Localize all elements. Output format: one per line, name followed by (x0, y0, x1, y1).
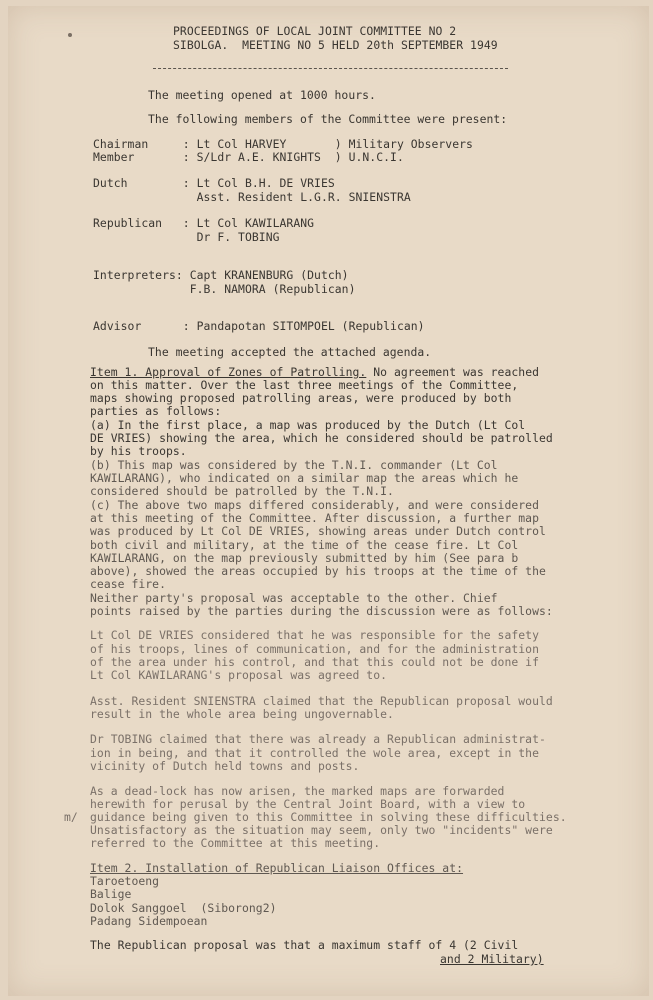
item1-line-6: by his troops. (90, 444, 187, 458)
devries-line-1: of his troops, lines of communication, and for the administration (90, 642, 540, 656)
opening-line: The meeting opened at 1000 hours. (148, 88, 376, 102)
item1-line-8: KAWILARANG), who indicated on a similar map the areas which he (90, 471, 519, 485)
margin-note: m/ (64, 810, 78, 824)
item1-line-3: parties as follows: (90, 404, 222, 418)
item1-line-0: No agreement was reached (366, 365, 540, 379)
advisor-line: Advisor : Pandapotan SITOMPOEL (Republican) (93, 319, 425, 333)
devries-line-2: of the area under his control, and that this could not be done if (90, 655, 540, 669)
devries-line-3: Lt Col KAWILARANG's proposal was agreed to. (90, 668, 388, 682)
snienstra-line-0: Asst. Resident SNIENSTRA claimed that the Republican proposal would (90, 694, 553, 708)
item2-proposal-2-text: and 2 Military) (440, 952, 544, 966)
member-republican-1: Republican : Lt Col KAWILARANG (93, 216, 315, 230)
header-title: PROCEEDINGS OF LOCAL JOINT COMMITTEE NO 2 (173, 24, 457, 38)
member-dutch-1: Dutch : Lt Col B.H. DE VRIES (93, 176, 335, 190)
item1-line-10: (c) The above two maps differed considerably, and were considered (90, 498, 540, 512)
document-page (8, 6, 649, 996)
member-member: Member : S/Ldr A.E. KNIGHTS ) U.N.C.I. (93, 150, 404, 164)
item1-line-4: (a) In the first place, a map was produced by the Dutch (Lt Col (90, 418, 526, 432)
deadlock-line-3: Unsatisfactory as the situation may seem, only two "incidents" were (90, 823, 553, 837)
present-intro: The following members of the Committee were present: (148, 112, 508, 126)
item1-line-5: DE VRIES) showing the area, which he considered should be patrolled (90, 431, 553, 445)
item2-place-3: Padang Sidempoean (90, 914, 208, 928)
item2-heading-row (90, 861, 463, 875)
tobing-line-1: ion in being, and that it controlled the wole area, except in the (90, 746, 540, 760)
tobing-line-2: vicinity of Dutch held towns and posts. (90, 759, 360, 773)
snienstra-line-1: result in the whole area being ungovernable. (90, 707, 394, 721)
item1-line-13: both civil and military, at the time of the cease fire. Lt Col (90, 538, 519, 552)
item1-line-7: (b) This map was considered by the T.N.I. commander (Lt Col (90, 458, 498, 472)
item1-line-16: cease fire. (90, 577, 166, 591)
item1-heading: Item 1. Approval of Zones of Patrolling. (90, 365, 367, 379)
item1-line-18: points raised by the parties during the discussion were as follows: (90, 604, 553, 618)
member-chairman: Chairman : Lt Col HARVEY ) Military Observers (93, 137, 473, 151)
agenda-note: The meeting accepted the attached agenda. (148, 345, 432, 359)
item1-line-1: on this matter. Over the last three meetings of the Committee, (90, 378, 519, 392)
item2-place-2: Dolok Sanggoel (Siborong2) (90, 901, 277, 915)
interpreters-2: F.B. NAMORA (Republican) (93, 282, 356, 296)
item1-line-11: at this meeting of the Committee. After discussion, a further map (90, 511, 540, 525)
deadlock-line-0: As a dead-lock has now arisen, the marked maps are forwarded (90, 784, 505, 798)
tobing-line-0: Dr TOBING claimed that there was already a Republican administrat- (90, 732, 546, 746)
item2-proposal-2 (440, 952, 544, 966)
item2-heading: Item 2. Installation of Republican Liaison Offices at: (90, 861, 464, 875)
member-dutch-2: Asst. Resident L.G.R. SNIENSTRA (93, 190, 411, 204)
deadlock-line-4: referred to the Committee at this meeting. (90, 836, 381, 850)
item1-heading-row (90, 365, 539, 379)
deadlock-line-1: herewith for perusal by the Central Joint Board, with a view to (90, 797, 526, 811)
item2-proposal-1: The Republican proposal was that a maximum staff of 4 (2 Civil (90, 938, 519, 952)
devries-line-0: Lt Col DE VRIES considered that he was responsible for the safety (90, 628, 540, 642)
item1-line-9: considered should be patrolled by the T.N.I. (90, 484, 394, 498)
item1-line-14: KAWILARANG, on the map previously submitted by him (See para b (90, 551, 519, 565)
item2-place-1: Balige (90, 887, 132, 901)
header-divider (153, 68, 508, 69)
punch-mark (68, 33, 72, 37)
item1-line-12: was produced by Lt Col DE VRIES, showing areas under Dutch control (90, 524, 546, 538)
item1-line-2: maps showing proposed patrolling areas, were produced by both (90, 391, 512, 405)
header-meeting: SIBOLGA. MEETING NO 5 HELD 20th SEPTEMBER 1949 (173, 38, 498, 52)
item1-line-17: Neither party's proposal was acceptable to the other. Chief (90, 591, 498, 605)
item1-line-15: above), showed the areas occupied by his troops at the time of the (90, 564, 546, 578)
deadlock-line-2: guidance being given to this Committee in solving these difficulties. (90, 810, 567, 824)
item2-place-0: Taroetoeng (90, 874, 160, 888)
member-republican-2: Dr F. TOBING (93, 230, 280, 244)
interpreters-1: Interpreters: Capt KRANENBURG (Dutch) (93, 268, 349, 282)
